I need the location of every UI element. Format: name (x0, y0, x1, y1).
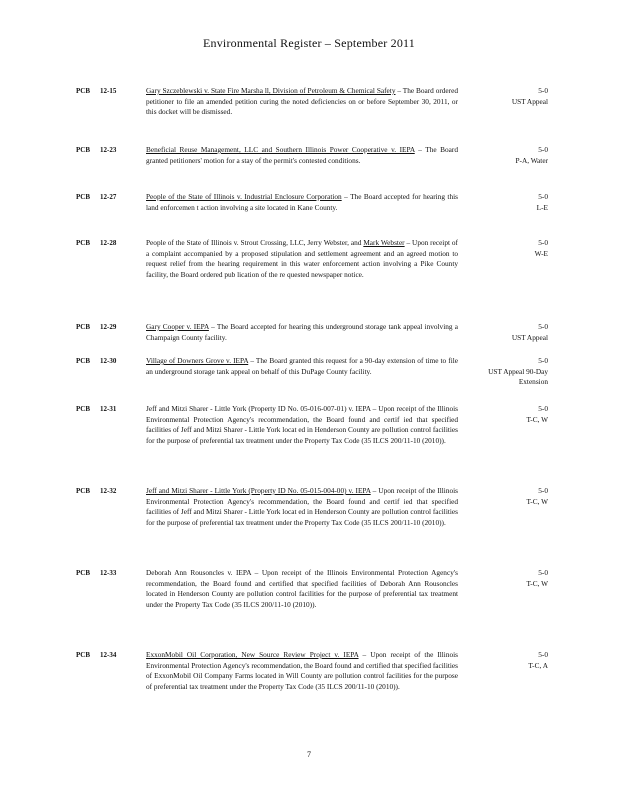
docket-prefix: PCB (76, 569, 90, 577)
docket-id: 12-23 (100, 146, 117, 154)
vote-count: 5-0 (538, 486, 548, 495)
entry-text: – Upon receipt of the Illinois Environmental Protection Agency's recommendation, the Board found and certif ied that specified facilities of Jeff and Mitzi Sharer - Little York locat ed in Henderson County are pollution control facilities for the purpose of preferential tax treatment under the Property Tax Code (35 ILCS 200/11-10 (2010)). (146, 486, 458, 528)
vote-count: 5-0 (538, 404, 548, 413)
case-caption: ExxonMobil Oil Corporation, New Source Review Project v. IEPA (146, 650, 359, 659)
entry-text: – Upon receipt of the Illinois Environmental Protection Agency's recommendation, the Board found and certified that specified facilities of ExxonMobil Oil Company Farms located in Will County are pollution control facilities for the purpose of preferential tax treatment under the Property Tax Code (35 ILCS 200/11-10 (2010)). (146, 650, 458, 692)
entry-text: – The Board ordered petitioner to file an amended petition curing the noted deficiencies on or before September 30, 2011, or this docket will be dismissed. (146, 86, 458, 117)
vote-column (458, 356, 548, 388)
docket-prefix: PCB (76, 146, 90, 154)
entry-description (146, 145, 458, 166)
docket-id: 12-28 (100, 239, 117, 247)
docket-prefix: PCB (76, 239, 90, 247)
vote-column (458, 568, 548, 589)
vote-column (458, 238, 548, 259)
entry-description (146, 192, 458, 213)
entry-text: – The Board accepted for hearing this land enforcemen t action involving a site located in Kane County. (146, 192, 458, 212)
case-type: T-C, W (526, 496, 548, 506)
case-type: UST Appeal (511, 332, 548, 342)
docket-id: 12-31 (100, 405, 117, 413)
vote-column (458, 192, 548, 213)
vote-count: 5-0 (538, 568, 548, 577)
entry-description (146, 86, 458, 118)
entry-text-lead: Deborah Ann Rousoncles v. IEPA (146, 568, 252, 577)
docket-prefix: PCB (76, 651, 90, 659)
docket-id: 12-33 (100, 569, 117, 577)
vote-column (458, 650, 548, 671)
case-caption: Jeff and Mitzi Sharer - Little York (Property ID No. 05-015-004-00) v. IEPA (146, 486, 371, 495)
page-number: 7 (307, 750, 311, 759)
docket-id: 12-32 (100, 487, 117, 495)
entry-text-lead: Jeff and Mitzi Sharer - Little York (Property ID No. 05-016-007-01) v. IEPA (146, 404, 371, 413)
vote-count: 5-0 (538, 356, 548, 365)
case-type: L-E (536, 202, 548, 212)
entry-description (146, 238, 458, 281)
case-type: W-E (534, 248, 548, 258)
entry-text: – The Board accepted for hearing this underground storage tank appeal involving a Champaign County facility. (146, 322, 458, 342)
case-type: UST Appeal 90-Day Extension (488, 366, 548, 387)
case-type: T-C, W (526, 578, 548, 588)
entry-description (146, 322, 458, 343)
entry-description (146, 404, 458, 447)
case-caption: Beneficial Reuse Management, LLC and Southern Illinois Power Cooperative v. IEPA (146, 145, 415, 154)
entry-description (146, 568, 458, 611)
vote-count: 5-0 (538, 192, 548, 201)
docket-id: 12-15 (100, 87, 117, 95)
entry-text: – Upon receipt of a complaint accompanied by a proposed stipulation and settlement agreement and an agreed motion to request relief from the hearing requirement in this water enforcement action involving a Pike County facility, the Board ordered pub lication of the re quested newspaper notice. (146, 238, 458, 280)
case-caption: Mark Webster (363, 238, 405, 247)
entry-text: – The Board granted petitioners' motion for a stay of the permit's contested conditions. (146, 145, 458, 165)
entry-text-lead: People of the State of Illinois v. Strout Crossing, LLC, Jerry Webster, and (146, 238, 364, 247)
entry-text: – Upon receipt of the Illinois Environmental Protection Agency's recommendation, the Board found and certif ied that specified facilities of Jeff and Mitzi Sharer - Little York locat ed in Henderson County are pollution control facilities for the purpose of preferential tax treatment under the Property Tax Code (35 ILCS 200/11-10 (2010)). (146, 404, 458, 446)
vote-column (458, 322, 548, 343)
docket-id: 12-30 (100, 357, 117, 365)
case-type: T-C, W (526, 414, 548, 424)
vote-column (458, 486, 548, 507)
vote-column (458, 145, 548, 166)
entry-description (146, 650, 458, 693)
docket-id: 12-34 (100, 651, 117, 659)
case-caption: People of the State of Illinois v. Industrial Enclosure Corporation (146, 192, 342, 201)
case-caption: Gary Cooper v. IEPA (146, 322, 209, 331)
vote-count: 5-0 (538, 650, 548, 659)
vote-count: 5-0 (538, 86, 548, 95)
case-type: P-A, Water (515, 155, 548, 165)
docket-prefix: PCB (76, 87, 90, 95)
vote-count: 5-0 (538, 322, 548, 331)
docket-prefix: PCB (76, 405, 90, 413)
docket-prefix: PCB (76, 357, 90, 365)
entry-text: – The Board granted this request for a 90-day extension of time to file an underground storage tank appeal on behalf of this DuPage County facility. (146, 356, 458, 376)
case-type: T-C, A (528, 660, 548, 670)
vote-column (458, 86, 548, 107)
entry-description (146, 486, 458, 529)
vote-column (458, 404, 548, 425)
docket-id: 12-29 (100, 323, 117, 331)
case-caption: Village of Downers Grove v. IEPA (146, 356, 249, 365)
docket-prefix: PCB (76, 193, 90, 201)
page-title: Environmental Register – September 2011 (203, 36, 415, 50)
docket-id: 12-27 (100, 193, 117, 201)
docket-prefix: PCB (76, 323, 90, 331)
case-caption: Gary Szczeblewski v. State Fire Marsha ll, Division of Petroleum & Chemical Safety (146, 86, 396, 95)
vote-count: 5-0 (538, 145, 548, 154)
entry-description (146, 356, 458, 377)
entry-text: – Upon receipt of the Illinois Environmental Protection Agency's recommendation, the Board found and certified that specified facilities of Deborah Ann Rousoncles located in Henderson County are pollution control facilities for the purpose of preferential tax treatment under the Property Tax Code (35 ILCS 200/11-10 (2010)). (146, 568, 458, 610)
case-type: UST Appeal (511, 96, 548, 106)
vote-count: 5-0 (538, 238, 548, 247)
docket-prefix: PCB (76, 487, 90, 495)
